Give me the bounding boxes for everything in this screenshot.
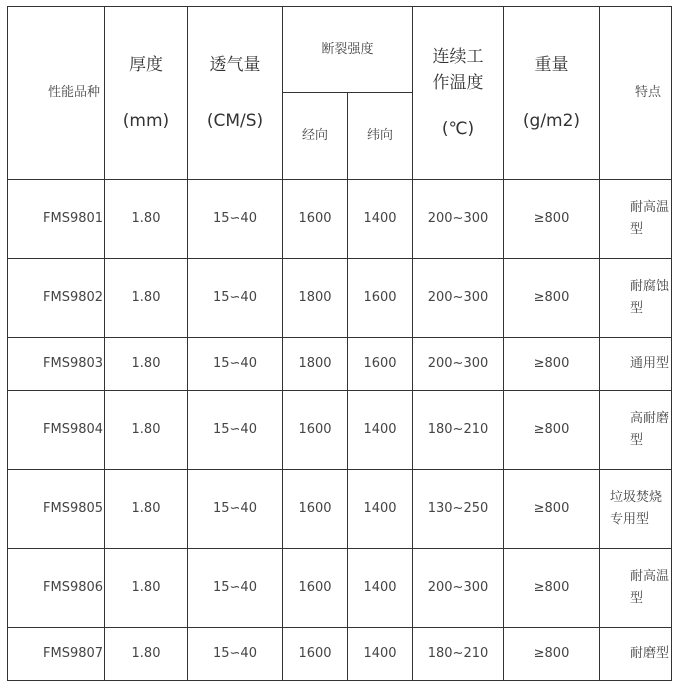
table-row	[8, 259, 672, 338]
table-row	[8, 338, 672, 391]
cell-feature: 耐磨型	[600, 628, 672, 681]
cell-thickness: 1.80	[105, 338, 188, 391]
cell-weft-strength: 1400	[348, 628, 413, 681]
cell-warp-strength: 1600	[283, 470, 348, 549]
cell-thickness: 1.80	[105, 180, 188, 259]
cell-permeability: 15∽40	[188, 391, 283, 470]
header-name: 性能品种	[8, 7, 105, 180]
cell-feature: 通用型	[600, 338, 672, 391]
cell-weft-strength: 1400	[348, 180, 413, 259]
cell-weft-strength: 1600	[348, 259, 413, 338]
header-weight: 重量 (g/m2)	[504, 7, 600, 180]
cell-permeability: 15∽40	[188, 338, 283, 391]
cell-product-name: FMS9803	[8, 338, 105, 391]
cell-temperature: 200~300	[413, 338, 504, 391]
cell-product-name: FMS9807	[8, 628, 105, 681]
cell-weft-strength: 1400	[348, 549, 413, 628]
cell-temperature: 200~300	[413, 259, 504, 338]
cell-thickness: 1.80	[105, 549, 188, 628]
cell-permeability: 15∽40	[188, 259, 283, 338]
cell-product-name: FMS9804	[8, 391, 105, 470]
table-row	[8, 549, 672, 628]
cell-temperature: 180~210	[413, 391, 504, 470]
header-weft: 纬向	[348, 93, 413, 180]
cell-warp-strength: 1800	[283, 259, 348, 338]
header-feature: 特点	[600, 7, 672, 180]
cell-thickness: 1.80	[105, 259, 188, 338]
cell-temperature: 130~250	[413, 470, 504, 549]
cell-product-name: FMS9802	[8, 259, 105, 338]
cell-permeability: 15∽40	[188, 180, 283, 259]
cell-feature: 高耐磨型	[600, 391, 672, 470]
cell-permeability: 15∽40	[188, 549, 283, 628]
cell-weft-strength: 1600	[348, 338, 413, 391]
cell-warp-strength: 1600	[283, 391, 348, 470]
cell-thickness: 1.80	[105, 470, 188, 549]
cell-warp-strength: 1600	[283, 180, 348, 259]
cell-temperature: 200~300	[413, 180, 504, 259]
cell-feature: 耐高温型	[600, 549, 672, 628]
cell-weight: ≥800	[504, 259, 600, 338]
cell-thickness: 1.80	[105, 391, 188, 470]
cell-warp-strength: 1800	[283, 338, 348, 391]
table-row	[8, 180, 672, 259]
cell-temperature: 200~300	[413, 549, 504, 628]
cell-permeability: 15∽40	[188, 628, 283, 681]
table-row	[8, 470, 672, 549]
cell-weft-strength: 1400	[348, 391, 413, 470]
cell-warp-strength: 1600	[283, 549, 348, 628]
header-temperature: 连续工 作温度 (℃)	[413, 7, 504, 180]
cell-feature: 耐腐蚀型	[600, 259, 672, 338]
cell-weight: ≥800	[504, 338, 600, 391]
cell-product-name: FMS9805	[8, 470, 105, 549]
cell-weight: ≥800	[504, 470, 600, 549]
table-row	[8, 391, 672, 470]
cell-temperature: 180~210	[413, 628, 504, 681]
cell-weight: ≥800	[504, 549, 600, 628]
spec-table	[7, 6, 672, 681]
cell-permeability: 15∽40	[188, 470, 283, 549]
cell-feature: 垃圾焚烧专用型	[600, 470, 672, 549]
cell-product-name: FMS9801	[8, 180, 105, 259]
header-warp: 经向	[283, 93, 348, 180]
header-permeability: 透气量 (CM/S)	[188, 7, 283, 180]
cell-weight: ≥800	[504, 180, 600, 259]
cell-feature: 耐高温型	[600, 180, 672, 259]
cell-weft-strength: 1400	[348, 470, 413, 549]
cell-weight: ≥800	[504, 628, 600, 681]
table-row	[8, 628, 672, 681]
cell-thickness: 1.80	[105, 628, 188, 681]
cell-product-name: FMS9806	[8, 549, 105, 628]
header-thickness: 厚度 (mm)	[105, 7, 188, 180]
cell-weight: ≥800	[504, 391, 600, 470]
header-strength: 断裂强度	[283, 7, 413, 93]
cell-warp-strength: 1600	[283, 628, 348, 681]
